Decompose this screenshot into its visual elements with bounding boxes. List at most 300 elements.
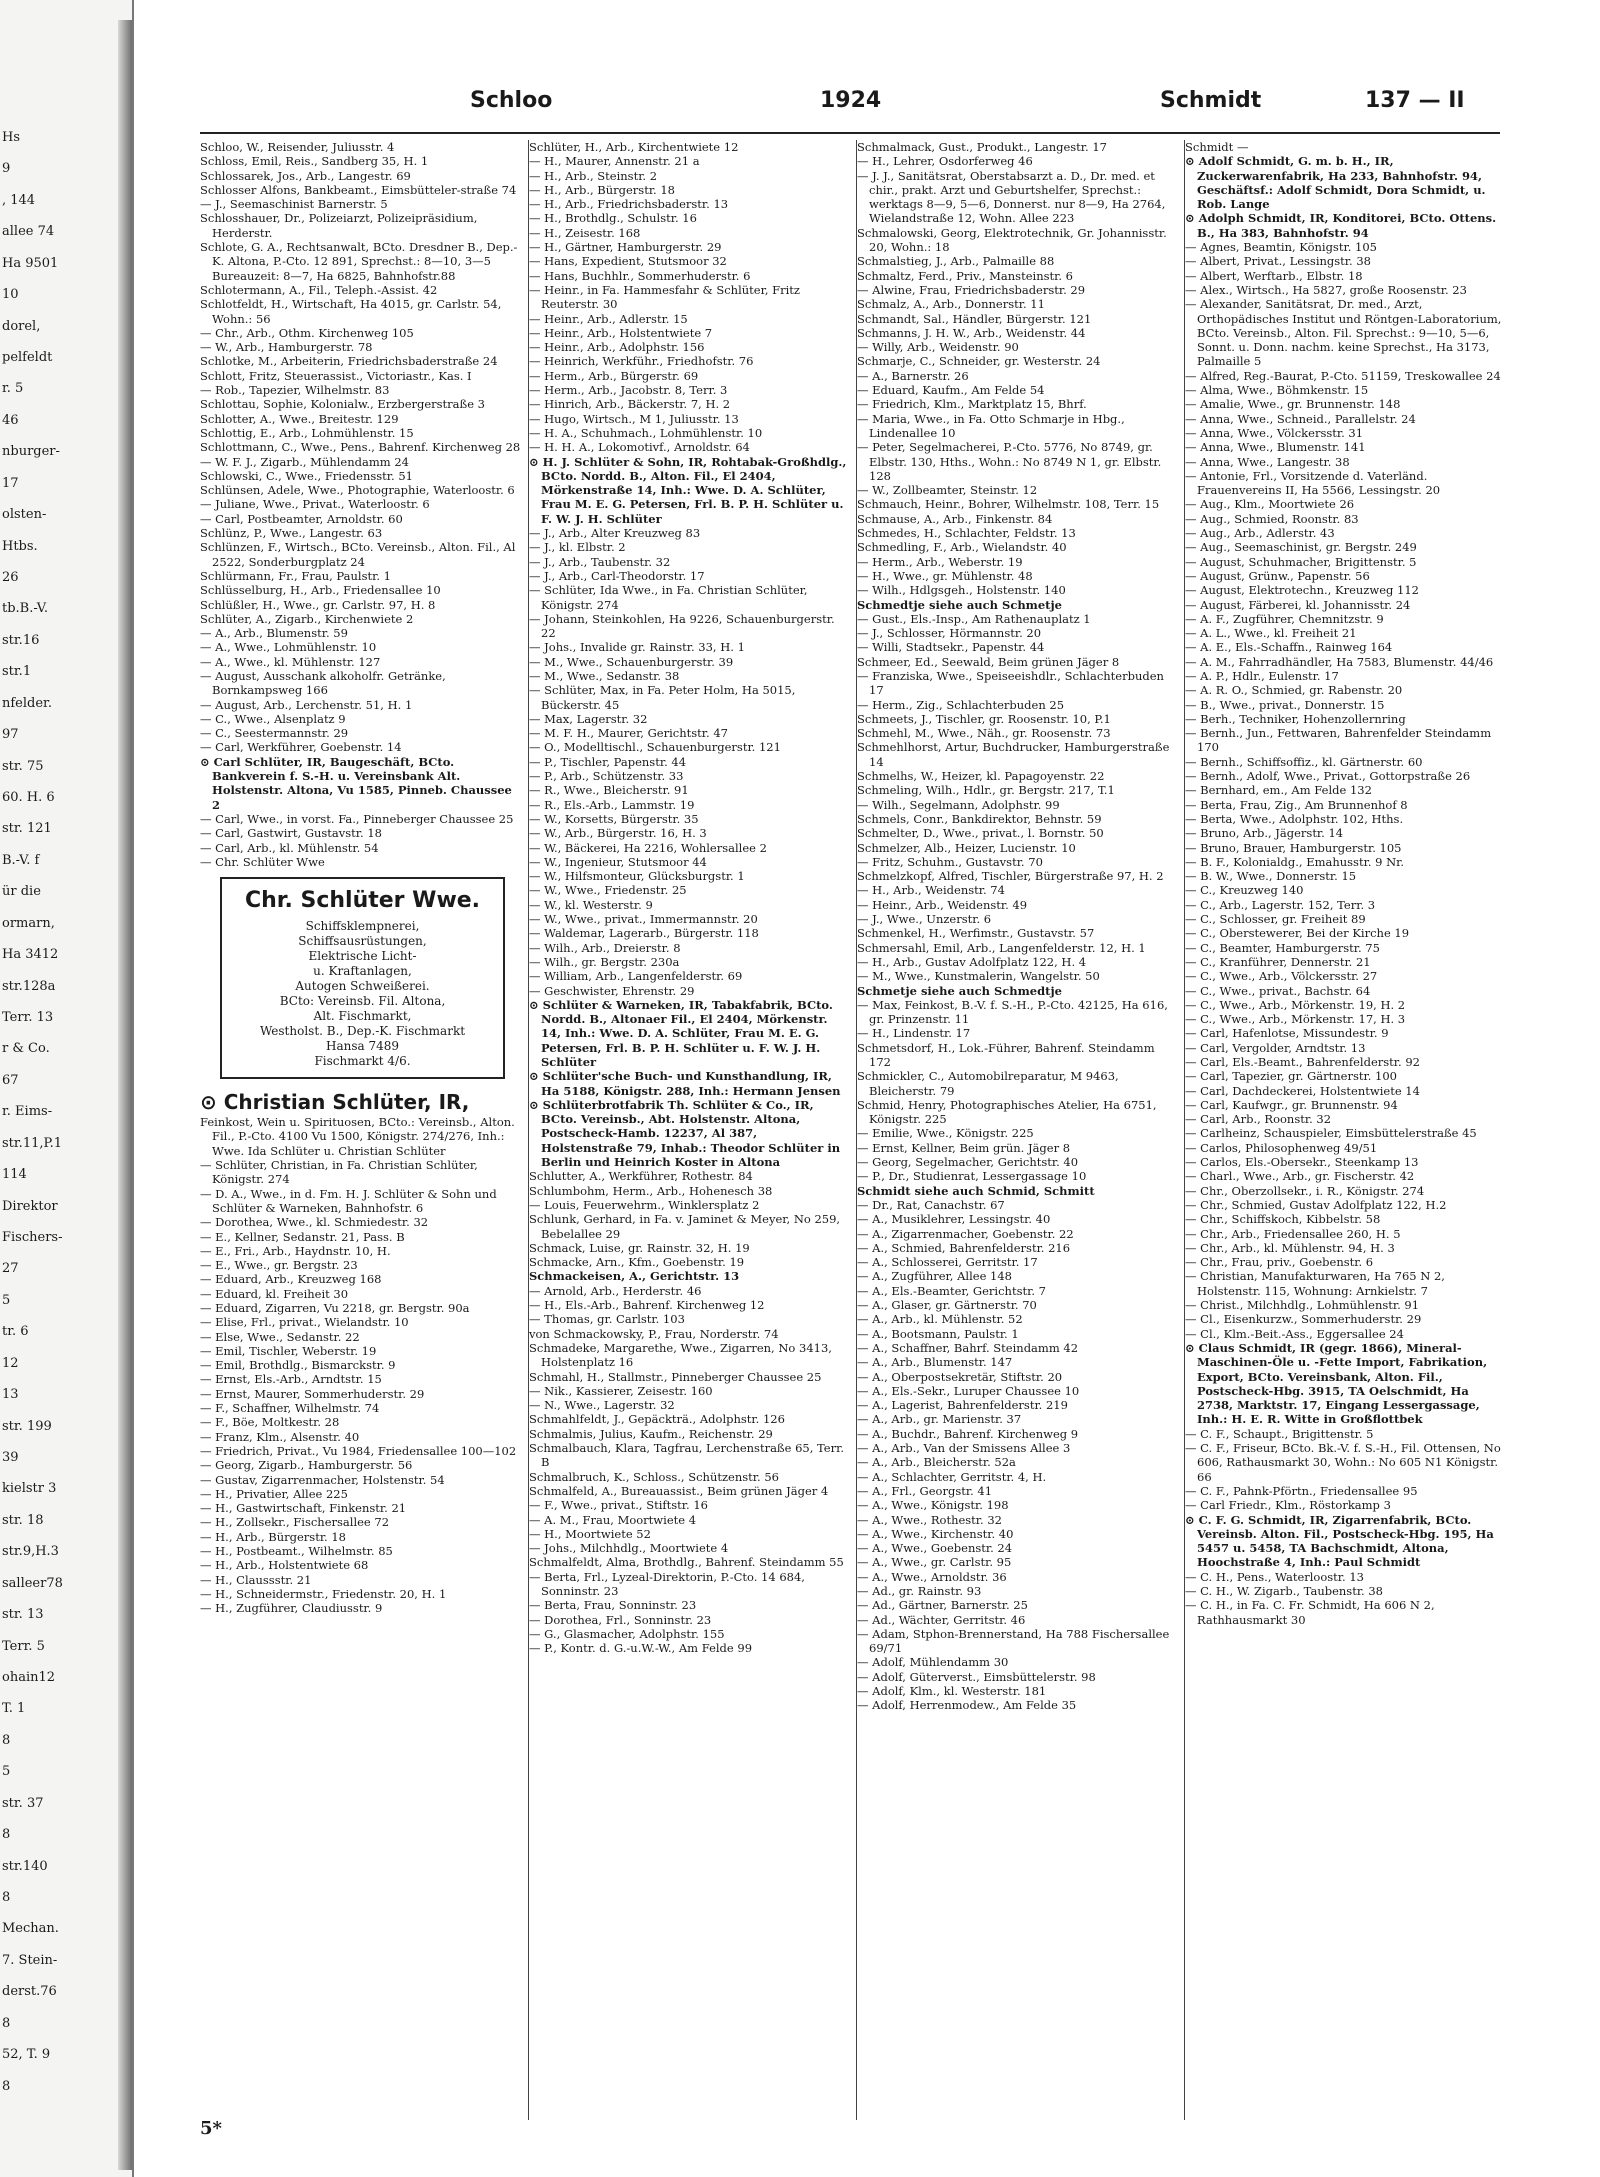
directory-entry: ⊙ Adolf Schmidt, G. m. b. H., IR, Zuckerwarenfabrik, Ha 233, Bahnhofstr. 94, Geschäftsf.: Adolf Schmidt, Dora Schmidt, u. Rob. Lange [1185, 154, 1486, 212]
directory-entry: Schlutter, A., Werkführer, Rothestr. 84 [529, 1169, 753, 1184]
directory-entry: — Hans, Buchhlr., Sommerhuderstr. 6 [529, 268, 751, 283]
directory-entry: — A. E., Els.-Schaffn., Rainweg 164 [1185, 640, 1393, 655]
directory-entry: — A., Arb., gr. Marienstr. 37 [857, 1412, 1022, 1427]
directory-entry: Schlossarek, Jos., Arb., Langestr. 69 [200, 168, 411, 183]
directory-entry: Schmandt, Sal., Händler, Bürgerstr. 121 [857, 311, 1092, 326]
directory-entry: — A., Wwe., kl. Mühlenstr. 127 [200, 654, 381, 669]
directory-entry: Schmehlhorst, Artur, Buchdrucker, Hamburgerstraße 14 [857, 740, 1170, 769]
advertisement-line: BCto: Vereinsb. Fil. Altona, [279, 994, 446, 1009]
directory-entry: — Chr., Arb., Friedensallee 260, H. 5 [1185, 1226, 1401, 1241]
directory-entry: — H., Privatier, Allee 225 [200, 1486, 348, 1501]
directory-entry: — Heinr., in Fa. Hammesfahr & Schlüter, Fritz Reuterstr. 30 [529, 282, 800, 312]
directory-entry: — Fritz, Schuhm., Gustavstr. 70 [857, 854, 1043, 869]
left-page-fragment: ohain12 [2, 1670, 56, 1685]
directory-entry: — Carl, Kaufwgr., gr. Brunnenstr. 94 [1185, 1097, 1398, 1112]
directory-entry: — C., Kreuzweg 140 [1185, 883, 1304, 898]
directory-entry: — H. A., Schuhmach., Lohmühlenstr. 10 [529, 425, 763, 440]
directory-entry: — J., kl. Elbstr. 2 [529, 540, 626, 555]
directory-entry: — Alex., Wirtsch., Ha 5827, große Roosenstr. 23 [1185, 282, 1467, 297]
directory-entry: — Berta, Frau, Sonninstr. 23 [529, 1598, 697, 1613]
directory-entry: Schlottmann, C., Wwe., Pens., Bahrenf. Kirchenweg 28 [200, 440, 521, 455]
directory-entry: Schmauch, Heinr., Bohrer, Wilhelmstr. 108, Terr. 15 [857, 497, 1160, 512]
directory-entry: — H., Schneidermstr., Friedenstr. 20, H. 1 [200, 1586, 447, 1601]
directory-entry: — Johs., Invalide gr. Rainstr. 33, H. 1 [529, 640, 745, 655]
directory-entry: — H., Arb., Weidenstr. 74 [857, 883, 1005, 898]
advertisement-line: Fischmarkt 4/6. [314, 1054, 411, 1069]
directory-entry: — A., Glaser, gr. Gärtnerstr. 70 [857, 1298, 1037, 1313]
directory-entry: — H., Lehrer, Osdorferweg 46 [857, 154, 1033, 169]
left-page-fragment: salleer78 [2, 1575, 63, 1591]
directory-entry: ⊙ Claus Schmidt, IR (gegr. 1866), Mineral-Maschinen-Öle u. -Fette Import, Fabrikation, Export, BCto. Vereinsbank, Alton. Fil., Postscheck-Hbg. 3915, TA Oelschmidt, Ha 2738, Marktstr. 17, Eingang Lessergassage, Inh.: H. E. R. Witte in Großflottbek [1185, 1340, 1488, 1427]
directory-entry: Schmehl, M., Wwe., Näh., gr. Roosenstr. 73 [857, 726, 1111, 741]
directory-entry: — Carlheinz, Schauspieler, Eimsbüttelerstraße 45 [1185, 1126, 1477, 1141]
directory-entry: — Herm., Arb., Weberstr. 19 [857, 554, 1023, 569]
left-page-fragment: B.-V. f [2, 852, 40, 868]
directory-entry: — August, Färberei, kl. Johannisstr. 24 [1185, 597, 1411, 612]
left-page-fragment: nburger- [2, 444, 60, 460]
directory-entry: — W., Arb., Hamburgerstr. 78 [200, 340, 373, 355]
directory-entry: — A., Wwe., gr. Carlstr. 95 [857, 1555, 1012, 1570]
directory-entry: — M., Wwe., Sedanstr. 38 [529, 668, 680, 683]
directory-entry: — Carl, Dachdeckerei, Holstentwiete 14 [1185, 1083, 1420, 1098]
left-page-fragment: 8 [2, 1827, 11, 1843]
directory-entry: — C., Arb., Lagerstr. 152, Terr. 3 [1185, 897, 1376, 912]
directory-entry: — Gust., Els.-Insp., Am Rathenauplatz 1 [857, 611, 1091, 626]
directory-entry: — Chr., Frau, priv., Goebenstr. 6 [1185, 1255, 1374, 1270]
directory-entry: — W., Arb., Bürgerstr. 16, H. 3 [529, 826, 707, 841]
directory-entry: — P., Arb., Schützenstr. 33 [529, 769, 684, 784]
directory-entry: — E., Wwe., gr. Bergstr. 23 [200, 1258, 358, 1273]
column-2-entries [529, 140, 852, 1655]
column-1-entries [200, 140, 523, 869]
directory-entry: — Anna, Wwe., Langestr. 38 [1185, 454, 1350, 469]
directory-entry: — F., Schaffner, Wilhelmstr. 74 [200, 1401, 380, 1416]
directory-entry: Schlotter, A., Wwe., Breitestr. 129 [200, 411, 399, 426]
directory-entry: — C., Beamter, Hamburgerstr. 75 [1185, 940, 1380, 955]
directory-entry: — A. L., Wwe., kl. Freiheit 21 [1185, 626, 1357, 641]
directory-entry: — Christ., Milchhdlg., Lohmühlenstr. 91 [1185, 1298, 1420, 1313]
directory-entry: — C. H., W. Zigarb., Taubenstr. 38 [1185, 1583, 1383, 1598]
left-page-fragment: Terr. 13 [2, 1010, 54, 1025]
directory-entry: — Dorothea, Frl., Sonninstr. 23 [529, 1612, 712, 1627]
directory-entry: — C. H., Pens., Waterloostr. 13 [1185, 1569, 1364, 1584]
left-page-fragment: str. 18 [2, 1512, 44, 1528]
directory-entry: — Aug., Klm., Moortwiete 26 [1185, 497, 1355, 512]
left-page-fragment: derst.76 [2, 1984, 57, 2000]
directory-entry: Schlowski, C., Wwe., Friedensstr. 51 [200, 468, 413, 483]
directory-entry: — A., Schaffner, Bahrf. Steindamm 42 [857, 1340, 1079, 1355]
directory-entry: — Anna, Wwe., Völckersstr. 31 [1185, 425, 1364, 440]
directory-entry: — Chr., Schiffskoch, Kibbelstr. 58 [1185, 1212, 1381, 1227]
page-signature: 5* [200, 2118, 222, 2139]
directory-entry: — A., Wwe., Königstr. 198 [857, 1498, 1009, 1513]
directory-entry: Schloss, Emil, Reis., Sandberg 35, H. 1 [200, 154, 429, 169]
directory-entry: — J. J., Sanitätsrat, Oberstabsarzt a. D., Dr. med. et chir., prakt. Arzt und Geburtshelfer, Sprechst.: werktags 8—9, 5—6, Donnerst. nur 8—9, Ha 2764, Wielandstraße 12, Wohn. Allee 223 [857, 168, 1166, 226]
directory-entry: ⊙ Carl Schlüter, IR, Baugeschäft, BCto. Bankverein f. S.-H. u. Vereinsbank Alt. Holstenstr. Altona, Vu 1585, Pinneb. Chaussee 2 [200, 754, 512, 812]
directory-entry: — Bernhard, em., Am Felde 132 [1185, 783, 1372, 798]
directory-entry: — Carl, Postbeamter, Arnoldstr. 60 [200, 511, 403, 526]
directory-entry: Schmalstieg, J., Arb., Palmaille 88 [857, 254, 1055, 269]
directory-entry: — H., Zollsekr., Fischersallee 72 [200, 1515, 390, 1530]
directory-entry: — O., Modelltischl., Schauenburgerstr. 121 [529, 740, 781, 755]
directory-entry: — C., Wwe., Arb., Völckersstr. 27 [1185, 969, 1378, 984]
directory-entry: — Berta, Wwe., Adolphstr. 102, Hths. [1185, 811, 1404, 826]
directory-entry: — Hans, Expedient, Stutsmoor 32 [529, 254, 727, 269]
directory-entry: — A., Frl., Georgstr. 41 [857, 1483, 993, 1498]
directory-entry: Schlüter, H., Arb., Kirchentwiete 12 [529, 140, 739, 154]
directory-entry: — W., Korsetts, Bürgerstr. 35 [529, 811, 699, 826]
directory-entry: — Gustav, Zigarrenmacher, Holstenstr. 54 [200, 1472, 445, 1487]
left-page-fragment: kielstr 3 [2, 1481, 57, 1497]
directory-entry: — Friedrich, Klm., Marktplatz 15, Bhrf. [857, 397, 1087, 412]
directory-entry: — H., Moortwiete 52 [529, 1526, 651, 1541]
left-page-fragment: 13 [2, 1387, 19, 1403]
directory-entry: — R., Wwe., Bleicherstr. 91 [529, 783, 689, 798]
directory-entry: — Antonie, Frl., Vorsitzende d. Vaterländ. Frauenvereins II, Ha 5566, Lessingstr. 20 [1185, 468, 1441, 498]
directory-entry: — Ad., Wächter, Gerritstr. 46 [857, 1612, 1026, 1627]
directory-entry: — Louis, Feuerwehrm., Winklersplatz 2 [529, 1197, 760, 1212]
directory-entry: — H., Zugführer, Claudiusstr. 9 [200, 1601, 383, 1616]
directory-entry: — August, Grünw., Papenstr. 56 [1185, 568, 1370, 583]
directory-entry: — H., Els.-Arb., Bahrenf. Kirchenweg 12 [529, 1298, 765, 1313]
directory-entry: — M., Wwe., Schauenburgerstr. 39 [529, 654, 734, 669]
directory-entry: — P., Tischler, Papenstr. 44 [529, 754, 687, 769]
directory-entry: — C. F., Friseur, BCto. Bk.-V. f. S.-H., Fil. Ottensen, No 606, Rathausmarkt 30, Wohn.: No 605 N1 Königstr. 66 [1185, 1441, 1501, 1484]
directory-entry: Schmedtje siehe auch Schmetje [857, 597, 1062, 612]
directory-entry: Schmersahl, Emil, Arb., Langenfelderstr. 12, H. 1 [857, 940, 1146, 955]
directory-entry: — B., Wwe., privat., Donnerstr. 15 [1185, 697, 1385, 712]
directory-entry: Schmack, Luise, gr. Rainstr. 32, H. 19 [529, 1240, 750, 1255]
directory-entry: — Eduard, Arb., Kreuzweg 168 [200, 1272, 382, 1287]
directory-entry: — H., Zeisestr. 168 [529, 225, 641, 240]
directory-entry: — A. F., Zugführer, Chemnitzstr. 9 [1185, 611, 1384, 626]
advertisement-line: Schiffsausrüstungen, [298, 934, 427, 949]
directory-entry: Schlotfeldt, H., Wirtschaft, Ha 4015, gr. Carlstr. 54, Wohn.: 56 [200, 297, 502, 326]
left-page-fragment: 5 [2, 1764, 11, 1780]
directory-entry: — Carlos, Els.-Obersekr., Steenkamp 13 [1185, 1155, 1419, 1170]
directory-entry: — Agnes, Beamtin, Königstr. 105 [1185, 240, 1377, 255]
directory-entry: — R., Els.-Arb., Lammstr. 19 [529, 797, 695, 812]
directory-entry: — Ernst, Els.-Arb., Arndtstr. 15 [200, 1372, 382, 1387]
directory-entry: — Alwine, Frau, Friedrichsbaderstr. 29 [857, 282, 1086, 297]
directory-entry: — A. M., Fahrradhändler, Ha 7583, Blumenstr. 44/46 [1185, 654, 1494, 669]
directory-entry: — Alexander, Sanitätsrat, Dr. med., Arzt, Orthopädisches Institut und Röntgen-Laboratorium, BCto. Vereinsb., Alton. Fil. Sprechst.: 9—10, 5—6, Sonnt. u. Donn. nachm. keine Sprechst., Ha 3173, Palmaille 5 [1185, 297, 1502, 369]
directory-entry: — Juliane, Wwe., Privat., Waterloostr. 6 [200, 497, 430, 512]
directory-entry: — C., Wwe., privat., Bachstr. 64 [1185, 983, 1371, 998]
directory-entry: ⊙ C. F. G. Schmidt, IR, Zigarrenfabrik, BCto. Vereinsb. Alton. Fil., Postscheck-Hbg. 195, Ha 5457 u. 5458, TA Bachschmidt, Altona, Hoochstraße 4, Inh.: Paul Schmidt [1185, 1512, 1494, 1570]
directory-entry: — A., Zigarrenmacher, Goebenstr. 22 [857, 1226, 1074, 1241]
directory-entry: — F., Wwe., privat., Stiftstr. 16 [529, 1498, 708, 1513]
left-page-fragment: str.16 [2, 632, 40, 648]
directory-entry: — H., Postbeamt., Wilhelmstr. 85 [200, 1544, 393, 1559]
directory-entry: — W., Zollbeamter, Steinstr. 12 [857, 483, 1038, 498]
directory-entry: Schloo, W., Reisender, Juliusstr. 4 [200, 140, 395, 154]
directory-entry: — H., Wwe., gr. Mühlenstr. 48 [857, 568, 1033, 583]
directory-entry: — Heinrich, Werkführ., Friedhofstr. 76 [529, 354, 754, 369]
directory-entry: — H., Claussstr. 21 [200, 1572, 312, 1587]
directory-entry: — Alfred, Reg.-Baurat, P.-Cto. 51159, Treskowallee 24 [1185, 368, 1501, 383]
directory-entry: — E., Fri., Arb., Haydnstr. 10, H. [200, 1243, 391, 1258]
directory-entry: — Carl, Arb., kl. Mühlenstr. 54 [200, 840, 379, 855]
directory-entry: Schlottig, E., Arb., Lohmühlenstr. 15 [200, 425, 414, 440]
directory-entry: — W., Wwe., Friedenstr. 25 [529, 883, 687, 898]
directory-entry: — C., Schlosser, gr. Freiheit 89 [1185, 912, 1366, 927]
column-4 [1184, 140, 1508, 2120]
directory-entry: — H., Arb., Holstentwiete 68 [200, 1558, 369, 1573]
directory-entry: — C. F., Schaupt., Brigittenstr. 5 [1185, 1426, 1374, 1441]
directory-entry: Schmelhs, W., Heizer, kl. Papagoyenstr. 22 [857, 769, 1105, 784]
directory-entry: — Aug., Schmied, Roonstr. 83 [1185, 511, 1359, 526]
directory-entry: Schlotke, M., Arbeiterin, Friedrichsbaderstraße 24 [200, 354, 498, 369]
directory-entry: — Bruno, Brauer, Hamburgerstr. 105 [1185, 840, 1402, 855]
directory-entry: — C., Seestermannstr. 29 [200, 726, 349, 741]
directory-entry: — Peter, Segelmacherei, P.-Cto. 5776, No 8749, gr. Elbstr. 130, Hths., Wohn.: No 8749 N 1, gr. Elbstr. 128 [857, 440, 1162, 483]
directory-entry: Feinkost, Wein u. Spirituosen, BCto.: Vereinsb., Alton. Fil., P.-Cto. 4100 Vu 1500, Königstr. 274/276, Inh.: Wwe. Ida Schlüter u. Christian Schlüter [200, 1115, 515, 1158]
directory-entry: — P., Kontr. d. G.-u.W.-W., Am Felde 99 [529, 1641, 753, 1656]
directory-entry: Schlottau, Sophie, Kolonialw., Erzbergerstraße 3 [200, 397, 485, 412]
directory-entry: — Max, Feinkost, B.-V. f. S.-H., P.-Cto. 42125, Ha 616, gr. Prinzenstr. 11 [857, 997, 1168, 1027]
directory-entry: — Arnold, Arb., Herderstr. 46 [529, 1283, 702, 1298]
directory-entry: — C., Wwe., Arb., Mörkenstr. 17, H. 3 [1185, 1012, 1406, 1027]
directory-entry: — Eduard, kl. Freiheit 30 [200, 1286, 349, 1301]
directory-entry: Schmarje, C., Schneider, gr. Westerstr. 24 [857, 354, 1101, 369]
directory-entry: Schmetje siehe auch Schmedtje [857, 983, 1062, 998]
directory-entry: — A., Schlachter, Gerritstr. 4, H. [857, 1469, 1047, 1484]
directory-entry: — Dr., Rat, Canachstr. 67 [857, 1197, 1005, 1212]
directory-entry: — Adolf, Güterverst., Eimsbüttelerstr. 98 [857, 1669, 1096, 1684]
directory-entry: — A., Arb., Van der Smissens Allee 3 [857, 1441, 1071, 1456]
directory-entry: — J., Seemaschinist Barnerstr. 5 [200, 197, 388, 212]
left-page-fragment: 9 [2, 161, 11, 177]
left-page-fragment: r & Co. [2, 1041, 50, 1057]
left-page-fragment: Htbs. [2, 538, 38, 554]
directory-entry: Schmackeisen, A., Gerichtstr. 13 [529, 1269, 740, 1284]
directory-entry: — A., Arb., Blumenstr. 147 [857, 1355, 1013, 1370]
directory-entry: — Anna, Wwe., Blumenstr. 141 [1185, 440, 1366, 455]
left-page-fragment: r. 5 [2, 381, 24, 397]
directory-entry: — Geschwister, Ehrenstr. 29 [529, 983, 695, 998]
directory-entry: Schlüsselburg, H., Arb., Friedensallee 10 [200, 583, 441, 598]
directory-entry: Schmalbauch, Klara, Tagfrau, Lerchenstraße 65, Terr. B [529, 1441, 844, 1470]
directory-entry: — Chr. Schlüter Wwe [200, 854, 325, 869]
left-page-edge [0, 0, 134, 2177]
directory-entry: Schlott, Fritz, Steuerassist., Victoriastr., Kas. I [200, 368, 472, 383]
left-page-fragment: 8 [2, 1732, 11, 1748]
directory-entry: — Eduard, Zigarren, Vu 2218, gr. Bergstr. 90a [200, 1301, 470, 1315]
directory-entry: Schmause, A., Arb., Finkenstr. 84 [857, 511, 1053, 526]
directory-entry: Schmalmack, Gust., Produkt., Langestr. 17 [857, 140, 1107, 154]
directory-entry: — Heinr., Arb., Holstentwiete 7 [529, 325, 713, 340]
directory-entry: — D. A., Wwe., in d. Fm. H. J. Schlüter & Sohn und Schlüter & Warneken, Bahnhofstr. 6 [200, 1186, 497, 1215]
directory-entry: Schmickler, C., Automobilreparatur, M 9463, Bleicherstr. 79 [857, 1069, 1119, 1098]
directory-entry: Schmelzer, Alb., Heizer, Lucienstr. 10 [857, 840, 1076, 855]
left-page-fragment: Ha 9501 [2, 255, 59, 271]
directory-entry: — Max, Lagerstr. 32 [529, 711, 648, 726]
directory-entry: — Waldemar, Lagerarb., Bürgerstr. 118 [529, 926, 759, 941]
directory-entry: Schmenkel, H., Werfimstr., Gustavstr. 57 [857, 926, 1095, 941]
directory-entry: — A., Wwe., Rothestr. 32 [857, 1512, 1002, 1527]
directory-entry: — C. H., in Fa. C. Fr. Schmidt, Ha 606 N 2, Rathhausmarkt 30 [1185, 1598, 1435, 1627]
directory-entry: Schmaltz, Ferd., Priv., Mansteinstr. 6 [857, 268, 1073, 283]
directory-entry: — Herm., Arb., Bürgerstr. 69 [529, 368, 699, 383]
directory-entry: Schmidt — [1185, 140, 1249, 154]
directory-entry: — Chr., Arb., kl. Mühlenstr. 94, H. 3 [1185, 1240, 1395, 1255]
directory-entry: Schmid, Henry, Photographisches Atelier, Ha 6751, Königstr. 225 [857, 1097, 1157, 1127]
directory-entry: — Cl., Eisenkurzw., Sommerhuderstr. 29 [1185, 1312, 1422, 1327]
directory-entry: — Albert, Werftarb., Elbstr. 18 [1185, 268, 1363, 283]
directory-entry: — Heinr., Arb., Adolphstr. 156 [529, 340, 705, 355]
directory-entry: — A. R. O., Schmied, gr. Rabenstr. 20 [1185, 683, 1403, 698]
directory-entry: — M., Wwe., Kunstmalerin, Wangelstr. 50 [857, 969, 1100, 984]
directory-entry: — J., Schlosser, Hörmannstr. 20 [857, 626, 1042, 641]
directory-entry: — Bernh., Jun., Fettwaren, Bahrenfelder Steindamm 170 [1185, 726, 1492, 755]
left-page-fragment: 27 [2, 1261, 19, 1277]
left-page-fragment: Fischers- [2, 1230, 63, 1245]
directory-entry: Schlote, G. A., Rechtsanwalt, BCto. Dresdner B., Dep.-K. Altona, P.-Cto. 12 891, Sprechst.: 8—10, 3—5 Bureauzeit: 8—7, Ha 6825, Bahnhofstr.88 [200, 240, 518, 283]
directory-entry: — H., Gastwirtschaft, Finkenstr. 21 [200, 1501, 407, 1516]
directory-entry: Schmelzkopf, Alfred, Tischler, Bürgerstraße 97, H. 2 [857, 869, 1164, 884]
directory-entry: — Nik., Kassierer, Zeisestr. 160 [529, 1383, 713, 1398]
directory-entry: Schmeling, Wilh., Hdlr., gr. Bergstr. 217, T.1 [857, 783, 1115, 798]
directory-entry: — A., Musiklehrer, Lessingstr. 40 [857, 1212, 1051, 1227]
directory-entry: — H., Arb., Bürgerstr. 18 [529, 182, 676, 197]
directory-entry: — Carlos, Philosophenweg 49/51 [1185, 1140, 1378, 1155]
left-page-fragment: 26 [2, 570, 19, 585]
left-page-fragment: Direktor [2, 1198, 58, 1214]
directory-entry: — A., Bootsmann, Paulstr. 1 [857, 1326, 1019, 1341]
directory-entry: — Carl, Werkführer, Goebenstr. 14 [200, 740, 402, 755]
directory-entry: — C. F., Pahnk-Pförtn., Friedensallee 95 [1185, 1483, 1418, 1498]
directory-entry: — Aug., Seemaschinist, gr. Bergstr. 249 [1185, 540, 1417, 555]
directory-entry: — B. F., Kolonialdg., Emahusstr. 9 Nr. [1185, 854, 1405, 869]
directory-entry: — A., Schlosserei, Gerritstr. 17 [857, 1255, 1038, 1270]
directory-entry: — Chr., Schmied, Gustav Adolfplatz 122, H.2 [1185, 1197, 1447, 1212]
directory-entry: — Carl, Els.-Beamt., Bahrenfelderstr. 92 [1185, 1055, 1420, 1069]
column-2 [528, 140, 852, 2120]
column-1-entries-lower [200, 1115, 523, 1615]
directory-entry: — A., Arb., Blumenstr. 59 [200, 626, 348, 641]
left-page-fragment: str.140 [2, 1858, 48, 1874]
directory-entry: — Amalie, Wwe., gr. Brunnenstr. 148 [1185, 397, 1401, 412]
directory-entry: — Eduard, Kaufm., Am Felde 54 [857, 383, 1045, 398]
left-page-fragment: 12 [2, 1355, 19, 1371]
left-page-fragment: allee 74 [2, 224, 55, 240]
left-page-fragment: 46 [2, 412, 19, 428]
directory-entry: — Else, Wwe., Sedanstr. 22 [200, 1329, 360, 1344]
directory-entry: Schlüßler, H., Wwe., gr. Carlstr. 97, H. 8 [200, 597, 436, 612]
advertisement-box [220, 877, 505, 1079]
directory-entry: ⊙ Adolph Schmidt, IR, Konditorei, BCto. Ottens. B., Ha 383, Bahnhofstr. 94 [1185, 211, 1497, 240]
advertisement-line: Hansa 7489 [325, 1039, 399, 1054]
left-page-fragment: T. 1 [2, 1701, 26, 1717]
directory-entry: Schlünzen, F., Wirtsch., BCto. Vereinsb., Alton. Fil., Al 2522, Sonderburgplatz 24 [200, 540, 516, 569]
directory-entry: Schmalowski, Georg, Elektrotechnik, Gr. Johannisstr. 20, Wohn.: 18 [857, 225, 1167, 255]
directory-entry: — W. F. J., Zigarb., Mühlendamm 24 [200, 454, 409, 469]
directory-entry: — B. W., Wwe., Donnerstr. 15 [1185, 869, 1357, 884]
left-page-fragment: olsten- [2, 507, 47, 523]
left-page-fragment: 60. H. 6 [2, 790, 55, 805]
left-page-fragment: str.128a [2, 978, 56, 994]
left-page-fragment: str. 75 [2, 758, 44, 774]
directory-entry: — W., Bäckerei, Ha 2216, Wohlersallee 2 [529, 840, 767, 855]
directory-entry: — August, Schuhmacher, Brigittenstr. 5 [1185, 554, 1417, 569]
left-page-fragment: 97 [2, 727, 19, 743]
directory-entry: Schmidt siehe auch Schmid, Schmitt [857, 1183, 1095, 1198]
directory-entry: — Carl, Hafenlotse, Missundestr. 9 [1185, 1026, 1389, 1041]
left-page-fragment: 8 [2, 2078, 11, 2094]
advertisement-line: Alt. Fischmarkt, [313, 1009, 412, 1024]
directory-entry: — Franz, Klm., Alsenstr. 40 [200, 1429, 360, 1444]
directory-entry: — August, Elektrotechn., Kreuzweg 112 [1185, 583, 1419, 598]
directory-entry: — Bernh., Schiffsoffiz., kl. Gärtnerstr. 60 [1185, 754, 1423, 769]
directory-entry: — A., Zugführer, Allee 148 [857, 1269, 1012, 1284]
directory-entry: — C., Oberstewerer, Bei der Kirche 19 [1185, 926, 1410, 941]
left-page-fragment: str. 37 [2, 1795, 44, 1811]
directory-entry: — Heinr., Arb., Adlerstr. 15 [529, 311, 688, 326]
directory-entry: Schlünz, P., Wwe., Langestr. 63 [200, 526, 383, 541]
directory-entry: — William, Arb., Langenfelderstr. 69 [529, 969, 743, 984]
book-gutter [118, 20, 132, 2170]
directory-entry: — Carl, Gastwirt, Gustavstr. 18 [200, 826, 382, 841]
directory-entry: Schmalfeld, A., Bureauassist., Beim grünen Jäger 4 [529, 1483, 829, 1498]
header-right-keyword: Schmidt [1160, 88, 1262, 113]
left-page-fragment: nfelder. [2, 695, 52, 711]
directory-page [200, 80, 1500, 2140]
directory-entry: — C., Wwe., Alsenplatz 9 [200, 711, 346, 726]
directory-entry: — Berta, Frl., Lyzeal-Direktorin, P.-Cto. 14 684, Sonninstr. 23 [529, 1569, 805, 1598]
left-page-fragment: pelfeldt [2, 350, 53, 365]
left-page-fragment: dorel, [2, 318, 41, 334]
directory-entry: — Adolf, Klm., kl. Westerstr. 181 [857, 1684, 1047, 1699]
directory-entry: — Wilh., gr. Bergstr. 230a [529, 954, 680, 969]
directory-entry: — Albert, Privat., Lessingstr. 38 [1185, 254, 1371, 269]
advertisement-line: u. Kraftanlagen, [313, 964, 412, 979]
directory-entry: Schmahlfeldt, J., Gepäckträ., Adolphstr. 126 [529, 1412, 785, 1427]
left-page-fragment: str.11,P.1 [2, 1135, 63, 1151]
directory-entry: — W., Ingenieur, Stutsmoor 44 [529, 854, 707, 869]
directory-entry: — H., Arb., Steinstr. 2 [529, 168, 658, 183]
directory-entry: Schmanns, J. H. W., Arb., Weidenstr. 44 [857, 325, 1086, 340]
directory-entry: — H., Brothdlg., Schulstr. 16 [529, 211, 697, 226]
advertisement-line: Schiffsklempnerei, [305, 919, 420, 934]
directory-entry: — Friedrich, Privat., Vu 1984, Friedensallee 100—102 [200, 1443, 517, 1458]
directory-entry: Schmalfeldt, Alma, Brothdlg., Bahrenf. Steindamm 55 [529, 1555, 844, 1570]
left-page-fragment: 114 [2, 1167, 27, 1183]
directory-entry: — Franziska, Wwe., Speiseeishdlr., Schlachterbuden 17 [857, 668, 1164, 698]
directory-entry: Schlosshauer, Dr., Polizeiarzt, Polizeipräsidium, Herderstr. [200, 211, 478, 240]
column-3 [856, 140, 1180, 2120]
directory-entry: — G., Glasmacher, Adolphstr. 155 [529, 1626, 725, 1641]
directory-entry: — A., Schmied, Bahrenfelderstr. 216 [857, 1240, 1071, 1255]
header-year: 1924 [820, 88, 882, 113]
directory-entry: — Berta, Frau, Zig., Am Brunnenhof 8 [1185, 797, 1408, 812]
left-page-fragment: str.1 [2, 664, 32, 680]
directory-entry: ⊙ Schlüterbrotfabrik Th. Schlüter & Co., IR, BCto. Vereinsb., Abt. Holstenstr. Altona, Postscheck-Hamb. 12237, Al 387, Holstenstraße 79, Inhab.: Theodor Schlüter in Berlin und Heinrich Koster in Altona [529, 1097, 841, 1170]
directory-entry: — Chr., Oberzollsekr., i. R., Königstr. 274 [1185, 1183, 1425, 1198]
directory-entry: — Wilh., Segelmann, Adolphstr. 99 [857, 797, 1060, 812]
left-page-fragment: ormarn, [2, 915, 55, 931]
directory-entry: — Maria, Wwe., in Fa. Otto Schmarje in Hbg., Lindenallee 10 [857, 411, 1125, 440]
directory-entry: — A., Barnerstr. 26 [857, 368, 969, 383]
directory-entry: — Rob., Tapezier, Wilhelmstr. 83 [200, 383, 390, 398]
directory-entry: — Hinrich, Arb., Bäckerstr. 7, H. 2 [529, 397, 731, 412]
directory-entry: — Ernst, Kellner, Beim grün. Jäger 8 [857, 1140, 1071, 1155]
directory-entry: — Berh., Techniker, Hohenzollernring [1185, 711, 1406, 726]
left-page-fragment: Mechan. [2, 1921, 59, 1937]
directory-entry: Schmalz, A., Arb., Donnerstr. 11 [857, 297, 1045, 312]
directory-entry: Schmels, Conr., Bankdirektor, Behnstr. 59 [857, 811, 1102, 826]
directory-entry: — A., Oberpostsekretär, Stiftstr. 20 [857, 1369, 1063, 1384]
